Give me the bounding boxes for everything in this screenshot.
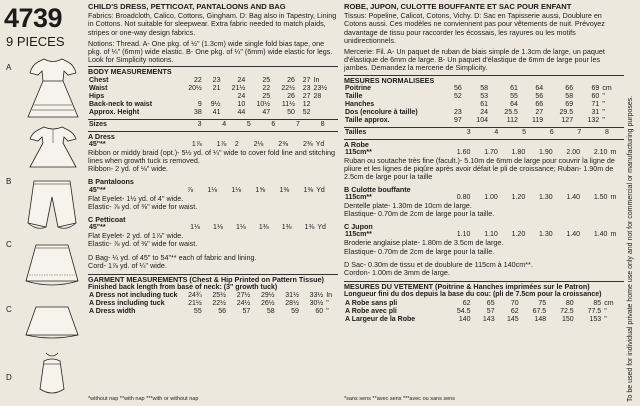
culotte-dentelle: Dentelle plate- 1.30m de 10cm de large. (344, 200, 472, 210)
dress-front-drawing (22, 55, 84, 121)
french-column (344, 3, 624, 324)
view-label-b: B (6, 177, 12, 186)
yardage-value: 2.00 (566, 149, 581, 157)
yardage-value: 1.40 (593, 231, 608, 239)
row-value: 65 (486, 299, 495, 307)
row-label: A Dress width (89, 308, 136, 316)
yardage-value: 1⅛ (231, 186, 242, 194)
yardage-value: 1.00 (484, 193, 498, 201)
table-row (88, 77, 338, 85)
row-value: 61 (510, 84, 518, 92)
table-row (344, 101, 624, 109)
yardage-value: 1.40 (566, 193, 581, 201)
row-value: 80 (565, 299, 574, 307)
row-label: Approx. Height (89, 108, 140, 116)
row-value: " (602, 108, 605, 116)
table-row (344, 316, 624, 324)
row-value: 41 (212, 108, 221, 116)
row-value: 62 (462, 299, 471, 307)
table-row (344, 117, 624, 125)
yardage-value: 1⅛ (207, 186, 218, 194)
row-label: Back-neck to waist (89, 100, 153, 108)
row-value: 26 (287, 92, 295, 100)
row-value: 22½ (212, 300, 227, 308)
row-value: 26½ (260, 300, 275, 308)
row-value: 140 (458, 315, 471, 323)
row-value: 22 (262, 84, 271, 92)
pattern-number: 4739 (4, 3, 63, 33)
row-value: 27 (302, 76, 311, 84)
row-label: A Largeur de la Robe (345, 315, 416, 323)
row-value: 30½ (309, 300, 324, 308)
yardage-value: m (610, 193, 617, 201)
french-notions: Mercerie: Fil. A- Un paquet de ruban de biais simple de 1.3cm de large, un paquet d'élastique de 6mm de large. B- Un paquet d'élastique de 6mm de large pour les jambes. Demandez la mercerie de Simplicity. (344, 47, 605, 73)
row-label: A Dress not including tuck (89, 292, 178, 300)
english-garment-subtitle: Finished back length from base of neck: (3" growth tuck) (88, 284, 278, 292)
dress-title: A Dress (88, 131, 115, 141)
french-garment-title: MESURES DU VETEMENT (Poitrine & Hanches imprimées sur le Patron) (344, 281, 624, 291)
row-value: 38 (194, 108, 202, 116)
row-value (178, 93, 203, 101)
french-fabrics: Tissus: Popeline, Calicot, Cotons, Vichy. D: Sac en Tapisserie aussi, Doublure en Cotons aussi. Ces modèles ne conviennent pas pour vêtements de nuit. Prévoyez davantage de tissu pour raccorder les écossais, les rayures ou les motifs unidirectionnels. (344, 11, 605, 45)
row-value: 119 (531, 116, 544, 124)
yardage-value: 1.20 (511, 231, 526, 239)
row-value: 52 (302, 108, 311, 116)
row-value: 9½ (210, 100, 221, 108)
row-value: 72.5 (560, 307, 574, 315)
row-value: " (602, 116, 605, 124)
yardage-value: 1.70 (484, 149, 498, 157)
row-value: 69 (591, 84, 600, 92)
row-value: 20½ (188, 84, 202, 92)
yardage-value: Yd (315, 140, 325, 148)
yardage-value: 1⅛ (213, 224, 223, 232)
size-cell: 4 (494, 128, 499, 136)
row-value: 77.5 (587, 307, 602, 315)
table-row (344, 300, 624, 308)
technical-drawings (0, 55, 86, 400)
yardage-value: 1⅜ (304, 224, 315, 232)
fabric-width-label: 45"** (89, 224, 106, 232)
row-value: 97 (453, 116, 462, 124)
petticoat-drawing (20, 241, 84, 301)
table-row (88, 93, 338, 101)
row-value: 61 (480, 100, 488, 108)
bag-cord: Cord- 1⅞ yd. of ¼" wide. (88, 260, 167, 270)
french-body-measurements-table (344, 85, 624, 125)
row-value: 12 (302, 100, 311, 108)
row-value: 59 (291, 308, 299, 316)
row-value: 56 (453, 84, 462, 92)
view-label-a: A (6, 63, 12, 72)
view-label-c2: C (6, 305, 12, 314)
english-garment-table (88, 292, 338, 316)
robe-title: A Robe (344, 139, 369, 149)
row-value: In (326, 292, 333, 300)
row-value: 56 (535, 92, 544, 100)
french-garment-table (344, 300, 624, 324)
yardage-value: m (610, 149, 617, 157)
sac-cordon: Cordon- 1.00m de 3mm de large. (344, 268, 450, 278)
petticoat-title: C Petticoat (88, 215, 126, 225)
french-body-measurements-title: MESURES NORMALISEES (344, 75, 624, 85)
row-value: 26 (287, 76, 295, 84)
row-value (312, 109, 338, 117)
size-cell: 6 (549, 128, 554, 136)
row-value: 104 (476, 116, 488, 124)
row-value: 54.5 (456, 307, 471, 315)
row-value: " (326, 300, 329, 308)
size-cell: 4 (222, 120, 227, 128)
sizes-label: Sizes (89, 120, 107, 128)
row-value: 58 (565, 92, 574, 100)
jupon-title: C Jupon (344, 222, 373, 232)
yardage-value: 1⅝ (255, 186, 266, 194)
view-label-d: D (6, 373, 12, 382)
size-cell: 7 (577, 128, 582, 136)
row-label: Waist (89, 84, 108, 92)
yardage-value: 1⅞ (191, 140, 202, 148)
piece-count: 9 PIECES (6, 34, 65, 49)
row-value: " (604, 315, 607, 323)
row-value: 53 (480, 92, 488, 100)
english-sizes-row (88, 121, 338, 129)
row-value: 22 (194, 76, 202, 84)
row-value: 66 (535, 100, 544, 108)
french-garment-subtitle: Longueur fini du dos depuis la base du cou: (pli de 7.5cm pour la croissance) (344, 291, 602, 299)
fabric-width-label: 115cm** (345, 193, 372, 201)
english-footnote: *without nap **with nap ***with or without nap (88, 396, 199, 402)
row-value: 132 (587, 116, 600, 124)
yardage-value: 1.10 (456, 231, 471, 239)
yardage-value: 1.40 (566, 231, 581, 239)
yardage-value: ⅞ (187, 186, 194, 194)
table-row (88, 109, 338, 117)
row-value: cm (602, 84, 612, 92)
row-value: 28 (313, 92, 322, 100)
yardage-value: 2⅛ (253, 140, 264, 148)
yardage-value: 2⅜ (278, 140, 289, 148)
row-value: 57 (242, 308, 251, 316)
yardage-value: m (610, 231, 617, 239)
table-row (344, 93, 624, 101)
row-value: 70 (510, 299, 519, 307)
row-value: 44 (237, 108, 246, 116)
yardage-value: 1.50 (593, 193, 608, 201)
yardage-value: 1⅛ (190, 224, 200, 232)
row-value: 150 (562, 315, 574, 323)
row-value: 24½ (236, 300, 251, 308)
row-value: 27 (302, 92, 311, 100)
row-value: 21 (212, 84, 221, 92)
row-value: 24¾ (188, 292, 202, 300)
row-value: In (313, 76, 320, 84)
sac-text: D Sac- 0.30m de tissu et de doublure de 115cm à 140cm**. (344, 259, 533, 269)
row-label: Dos (encolure à taille) (345, 108, 418, 116)
row-value: 56 (218, 308, 227, 316)
row-value: 71 (591, 100, 600, 108)
yardage-value: 2.10 (593, 149, 608, 157)
row-label: A Robe sans pli (345, 299, 398, 307)
jupon-broderie: Broderie anglaise plate- 1.80m de 3.5cm de large. (344, 238, 504, 248)
fabric-width-label: 45"** (89, 186, 106, 194)
row-value: cm (604, 299, 614, 307)
yardage-value: 0.80 (456, 193, 471, 201)
fabric-width-label: 115cm** (345, 231, 372, 239)
row-label: Chest (89, 76, 109, 84)
row-value: 64 (535, 84, 544, 92)
size-cell: 8 (320, 120, 325, 128)
pantaloons-drawing (22, 177, 82, 233)
row-value: 62 (510, 307, 519, 315)
french-title: ROBE, JUPON, CULOTTE BOUFFANTE ET SAC POUR ENFANT (344, 2, 572, 11)
dress-back-drawing (24, 125, 82, 169)
row-value: 47 (262, 108, 271, 116)
culotte-title: B Culotte bouffante (344, 184, 411, 194)
row-value: 66 (565, 84, 574, 92)
row-value: 127 (561, 116, 574, 124)
yardage-value: 1.10 (484, 231, 498, 239)
row-value: 31 (591, 108, 600, 116)
size-cell: 8 (605, 128, 609, 136)
row-value: 148 (534, 315, 547, 323)
row-value: 29½ (260, 292, 275, 300)
row-value: 23 (302, 84, 311, 92)
row-value: 24 (237, 92, 246, 100)
row-value: 29.5 (559, 108, 574, 116)
bag-text: D Bag- ¼ yd. of 45" to 54"** each of fabric and lining. (88, 252, 257, 262)
row-value: 31½ (285, 292, 299, 300)
row-value: 9 (197, 100, 202, 108)
pantaloons-elastic: Elastic- ⅞ yd. of ⅜" wide for waist. (88, 201, 198, 211)
yardage-value: 2⅜ (302, 140, 313, 148)
english-notions: Notions: Thread. A- One pkg. of ½" (1.3cm) wide single fold bias tape, one pkg. of ¼" (6mm) wide elastic. B- One pkg. of ¼" (6mm) wide elastic for legs. Look for Simplicity notions. (88, 38, 333, 65)
row-value: 67.5 (532, 307, 547, 315)
row-value: 153 (589, 315, 602, 323)
row-label: A Robe avec pli (345, 307, 397, 315)
row-value: 27 (535, 108, 544, 116)
row-value: 75 (538, 299, 547, 307)
row-label: Hips (89, 92, 105, 100)
table-row (88, 308, 338, 316)
french-footnote: *sans sens **avec sens ***avec ou sans sens (344, 396, 455, 402)
row-label: Poitrine (345, 84, 372, 92)
row-value: 64 (510, 100, 518, 108)
english-garment-title: GARMENT MEASUREMENTS (Chest & Hip Printed on Pattern Tissue) (88, 274, 338, 284)
petticoat-elastic: Elastic- ⅞ yd. of ⅜" wide for waist. (88, 239, 198, 249)
yardage-value: Yd (317, 224, 326, 232)
yardage-value: 1⅜ (258, 224, 269, 232)
yardage-value: 1.90 (539, 149, 553, 157)
row-value: 55 (193, 308, 202, 316)
size-cell: 3 (466, 128, 471, 136)
row-value: 145 (507, 315, 519, 323)
english-body-measurements-table (88, 77, 338, 117)
english-title: CHILD'S DRESS, PETTICOAT, PANTALOONS AND BAG (88, 2, 286, 11)
row-value: 24 (237, 76, 246, 84)
yardage-value: 1⅛ (235, 224, 246, 232)
row-value: 112 (506, 116, 518, 124)
row-value (444, 101, 463, 109)
row-value: 85 (593, 299, 602, 307)
row-value: 21½ (188, 300, 202, 308)
yardage-value: 1.60 (456, 149, 471, 157)
row-value: 27½ (236, 292, 251, 300)
table-row (88, 300, 338, 308)
yardage-value: 1⅜ (279, 186, 290, 194)
row-value: 60 (591, 92, 600, 100)
table-row (344, 85, 624, 93)
table-row (344, 308, 624, 316)
row-value: 52 (453, 92, 462, 100)
robe-ruban: Ruban ou soutache très fine (facult.)- 5.10m de 6mm de large pour couvrir la ligne de pliure et les lignes de piqûre après avoir défait le pli de croissance; Ruban- 1.90m de 2.5cm de large pour la taille (344, 156, 615, 182)
row-value: 23 (212, 76, 221, 84)
size-cell: 5 (246, 120, 251, 128)
yardage-value: 1.30 (539, 193, 553, 201)
english-column (88, 3, 338, 316)
row-value (312, 101, 338, 109)
yardage-value: 1.30 (539, 231, 553, 239)
english-body-measurements-title: BODY MEASUREMENTS (88, 66, 338, 76)
yardage-value: 2 (234, 140, 239, 148)
size-cell: 3 (197, 120, 202, 128)
row-value: 33½ (309, 292, 324, 300)
row-value: 58 (266, 308, 275, 316)
fabric-width-label: 45"** (89, 140, 106, 148)
row-value: " (602, 92, 605, 100)
size-cell: 5 (522, 128, 526, 136)
tailles-label: Tailles (345, 128, 367, 136)
dress-ribbon: Ribbon or middy braid (opt.)- 5½ yd. of ¼" wide to cover fold line and stitching lines when growth tuck is removed. (88, 147, 336, 166)
yardage-value: 1.20 (511, 193, 526, 201)
pantaloons-title: B Pantaloons (88, 177, 134, 187)
row-value: 50 (287, 108, 295, 116)
yardage-value: 1⅜ (281, 224, 292, 232)
row-label: A Dress including tuck (89, 300, 165, 308)
row-label: Hanches (345, 100, 375, 108)
row-value: 22½ (281, 84, 295, 92)
yardage-value: 1⅞ (216, 140, 227, 148)
row-value: " (604, 307, 607, 315)
french-sizes-row (344, 129, 624, 137)
jupon-elastique: Elastique- 0.70m de 2cm de large pour la taille. (344, 246, 495, 256)
row-value: 60 (315, 308, 324, 316)
yardage-value: 1.80 (511, 149, 526, 157)
row-value: 58 (480, 84, 488, 92)
row-label: Taille approx. (345, 116, 390, 124)
row-value: 28½ (285, 300, 299, 308)
row-value: 23 (453, 108, 462, 116)
row-value: " (326, 308, 329, 316)
row-value (203, 93, 222, 101)
size-cell: 6 (271, 120, 276, 128)
yardage-value: Yd (316, 186, 325, 194)
view-label-c: C (6, 240, 12, 249)
fabric-width-label: 115cm** (345, 149, 372, 157)
row-value: 23½ (313, 84, 328, 92)
row-value: 24 (480, 108, 488, 116)
row-value: " (602, 100, 605, 108)
row-value: 10 (237, 100, 246, 108)
table-row (88, 85, 338, 93)
row-value: 11½ (281, 100, 295, 108)
pantaloons-eyelet: Flat Eyelet- 1½ yd. of 4" wide. (88, 193, 184, 203)
usage-note: To be used for individual private home use only and not for commercial or manufacturing purposes. (627, 95, 634, 402)
bag-drawing (32, 351, 72, 397)
row-value: 57 (486, 307, 495, 315)
row-value: 10½ (256, 100, 271, 108)
petticoat-eyelet: Flat Eyelet- 2 yd. of 1⅞" wide. (88, 231, 184, 241)
row-label: Taille (345, 92, 363, 100)
english-fabrics: Fabrics: Broadcloth, Calico, Cottons, Gingham. D: Bag also in Tapestry, Lining in Cottons. Not suitable for sleepwear. Extra fabric needed to match plaids, stripes or one-way design fabrics. (88, 11, 337, 37)
petticoat-back-drawing (20, 305, 84, 345)
culotte-elastique: Elastique- 0.70m de 2cm de large pour la taille. (344, 209, 495, 219)
row-value: 25 (262, 76, 271, 84)
row-value: 69 (565, 100, 574, 108)
row-value: 25½ (212, 292, 227, 300)
row-value: 55 (510, 92, 518, 100)
row-value: 21½ (231, 84, 246, 92)
table-row (344, 109, 624, 117)
row-value: 25 (262, 92, 271, 100)
table-row (88, 101, 338, 109)
row-value: 25.5 (504, 108, 518, 116)
size-cell: 7 (295, 120, 300, 128)
dress-ribbon2: Ribbon- 2 yd. of ⅛" wide. (88, 164, 169, 174)
row-value: 143 (482, 315, 495, 323)
yardage-value: 1⅜ (303, 186, 314, 194)
